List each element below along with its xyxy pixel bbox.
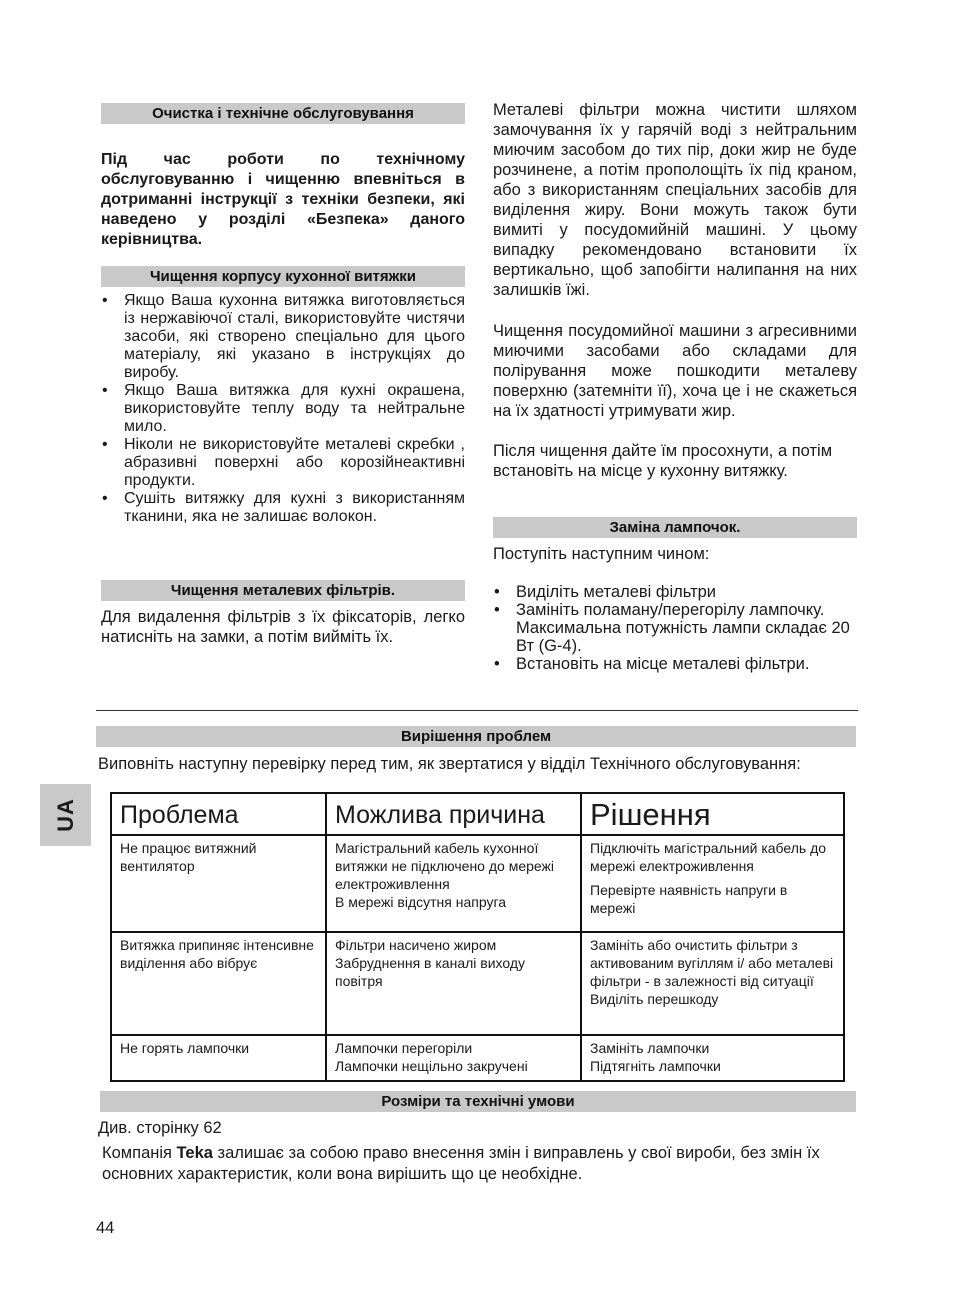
filter-removal-text: Для видалення фільтрів з їх фіксаторів, легко натисніть на замки, а потім вийміть їх. xyxy=(101,608,465,646)
list-item: • Замініть поламану/перегорілу лампочку. Максимальна потужність лампи складає 20 Вт (G-4). xyxy=(493,601,857,655)
company-disclaimer xyxy=(102,1143,847,1185)
header-problem: Проблема xyxy=(111,793,326,835)
table-header-row xyxy=(111,793,844,835)
drying-paragraph: Після чищення дайте їм просохнути, а потім встановіть на місце у кухонну витяжку. xyxy=(493,442,833,480)
safety-warning: Під час роботи по технічному обслуговуванню і чищенню впевніться в дотриманні інструкції з техніки безпеки, які наведено у розділі «Безпека» даного керівництва. xyxy=(101,151,465,248)
section-title-troubleshooting: Вирішення проблем xyxy=(96,726,856,747)
table-row xyxy=(111,1035,844,1081)
solution-text: Підключіть магістральний кабель до мережі електроживлення xyxy=(590,840,827,874)
list-item: • Ніколи не використовуйте металеві скребки , абразивні поверхні або корозійнеактивні продукти. xyxy=(101,436,465,490)
solution-cell xyxy=(581,932,844,1035)
cause-cell xyxy=(326,835,581,932)
header-cause: Можлива причина xyxy=(326,793,581,835)
solution-text: Підтягніть лампочки xyxy=(590,1058,721,1074)
solution-text: Замініть або очистить фільтри з активованим вугіллям і/ або металеві фільтри - в залежності від ситуації xyxy=(590,937,834,989)
solution-cell xyxy=(581,1035,844,1081)
cause-text: Магістральний кабель кухонної витяжки не підключено до мережі електроживлення xyxy=(335,840,554,892)
solution-text: Замініть лампочки xyxy=(590,1040,710,1056)
problem-cell xyxy=(111,1035,326,1081)
page-number: 44 xyxy=(96,1219,115,1237)
cause-text: Лампочки перегоріли xyxy=(335,1040,473,1056)
problem-text: Не горять лампочки xyxy=(120,1040,250,1056)
solution-text: Перевірте наявність напруги в мережі xyxy=(590,882,788,916)
list-item: • Встановіть на місце металеві фільтри. xyxy=(493,655,857,673)
cause-text: В мережі відсутня напруга xyxy=(335,894,507,910)
dishwasher-paragraph: Чищення посудомийної машини з агресивними миючими засобами або складами для полірування може пошкодити металеву поверхню (затемніти її), хоча це і не скажеться на їх здатності утримувати жир. xyxy=(493,322,857,420)
problem-cell xyxy=(111,932,326,1035)
problem-text: Не працює витяжний вентилятор xyxy=(120,840,257,874)
list-item: • Виділіть металеві фільтри xyxy=(493,583,857,601)
problem-text: Витяжка припиняє інтенсивне виділення або вібрує xyxy=(120,937,314,971)
see-page-reference: Див. сторінку 62 xyxy=(98,1119,222,1137)
body-cleaning-list xyxy=(101,292,465,526)
language-tab-label: UA xyxy=(52,798,78,832)
cause-text: Фільтри насичено жиром xyxy=(335,937,497,953)
section-title-filter-cleaning: Чищення металевих фільтрів. xyxy=(101,580,465,601)
list-item: • Якщо Ваша кухонна витяжка виготовляється із нержавіючої сталі, використовуйте чистячи засоби, які створено спеціально для цього матеріалу, які указано в інструкціях до виробу. xyxy=(101,292,465,382)
problem-cell xyxy=(111,835,326,932)
section-title-cleaning: Очистка і технічне обслуговування xyxy=(101,103,465,124)
filter-wash-paragraph: Металеві фільтри можна чистити шляхом замочування їх у гарячій воді з нейтральним миючим засобом до тих пір, доки жир не буде розчинене, а потім прополощіть їх під краном, або з використанням спеціальних засобів для виділення жиру. Вони можуть також бути вимиті у посудомийній машині. У цьому випадку рекомендовано встановити їх вертикально, щоб запобігти налипання на них залишків їжі. xyxy=(493,101,857,299)
section-title-body-cleaning: Чищення корпусу кухонної витяжки xyxy=(101,266,465,287)
list-item: • Якщо Ваша витяжка для кухні окрашена, використовуйте теплу воду та нейтральне мило. xyxy=(101,382,465,436)
solution-cell xyxy=(581,835,844,932)
cause-cell xyxy=(326,932,581,1035)
company-suffix: залишає за собою право внесення змін і виправлень у свої вироби, без змін їх основних характеристик, коли вона вирішить що це необхідне. xyxy=(102,1144,820,1183)
list-item: • Сушіть витяжку для кухні з використанням тканини, яка не залишає волокон. xyxy=(101,490,465,526)
cause-text: Забруднення в каналі виходу повітря xyxy=(335,955,526,989)
cause-cell xyxy=(326,1035,581,1081)
solution-text: Виділіть перешкоду xyxy=(590,991,719,1007)
header-solution: Рішення xyxy=(581,793,844,835)
cause-text: Лампочки нещільно закручені xyxy=(335,1058,528,1074)
section-title-specs: Розміри та технічні умови xyxy=(100,1091,856,1112)
section-title-lamp-replacement: Заміна лампочок. xyxy=(493,517,857,538)
table-row xyxy=(111,932,844,1035)
troubleshooting-intro: Виповніть наступну перевірку перед тим, як звертатися у відділ Технічного обслуговування: xyxy=(98,755,801,773)
company-name: Teka xyxy=(176,1144,213,1162)
lamp-steps-list xyxy=(493,583,857,673)
company-prefix: Компанія xyxy=(102,1144,177,1162)
divider xyxy=(96,710,858,711)
troubleshooting-table xyxy=(110,792,845,1082)
table-row xyxy=(111,835,844,932)
lamp-intro: Поступіть наступним чином: xyxy=(493,545,710,563)
language-tab xyxy=(40,784,91,846)
